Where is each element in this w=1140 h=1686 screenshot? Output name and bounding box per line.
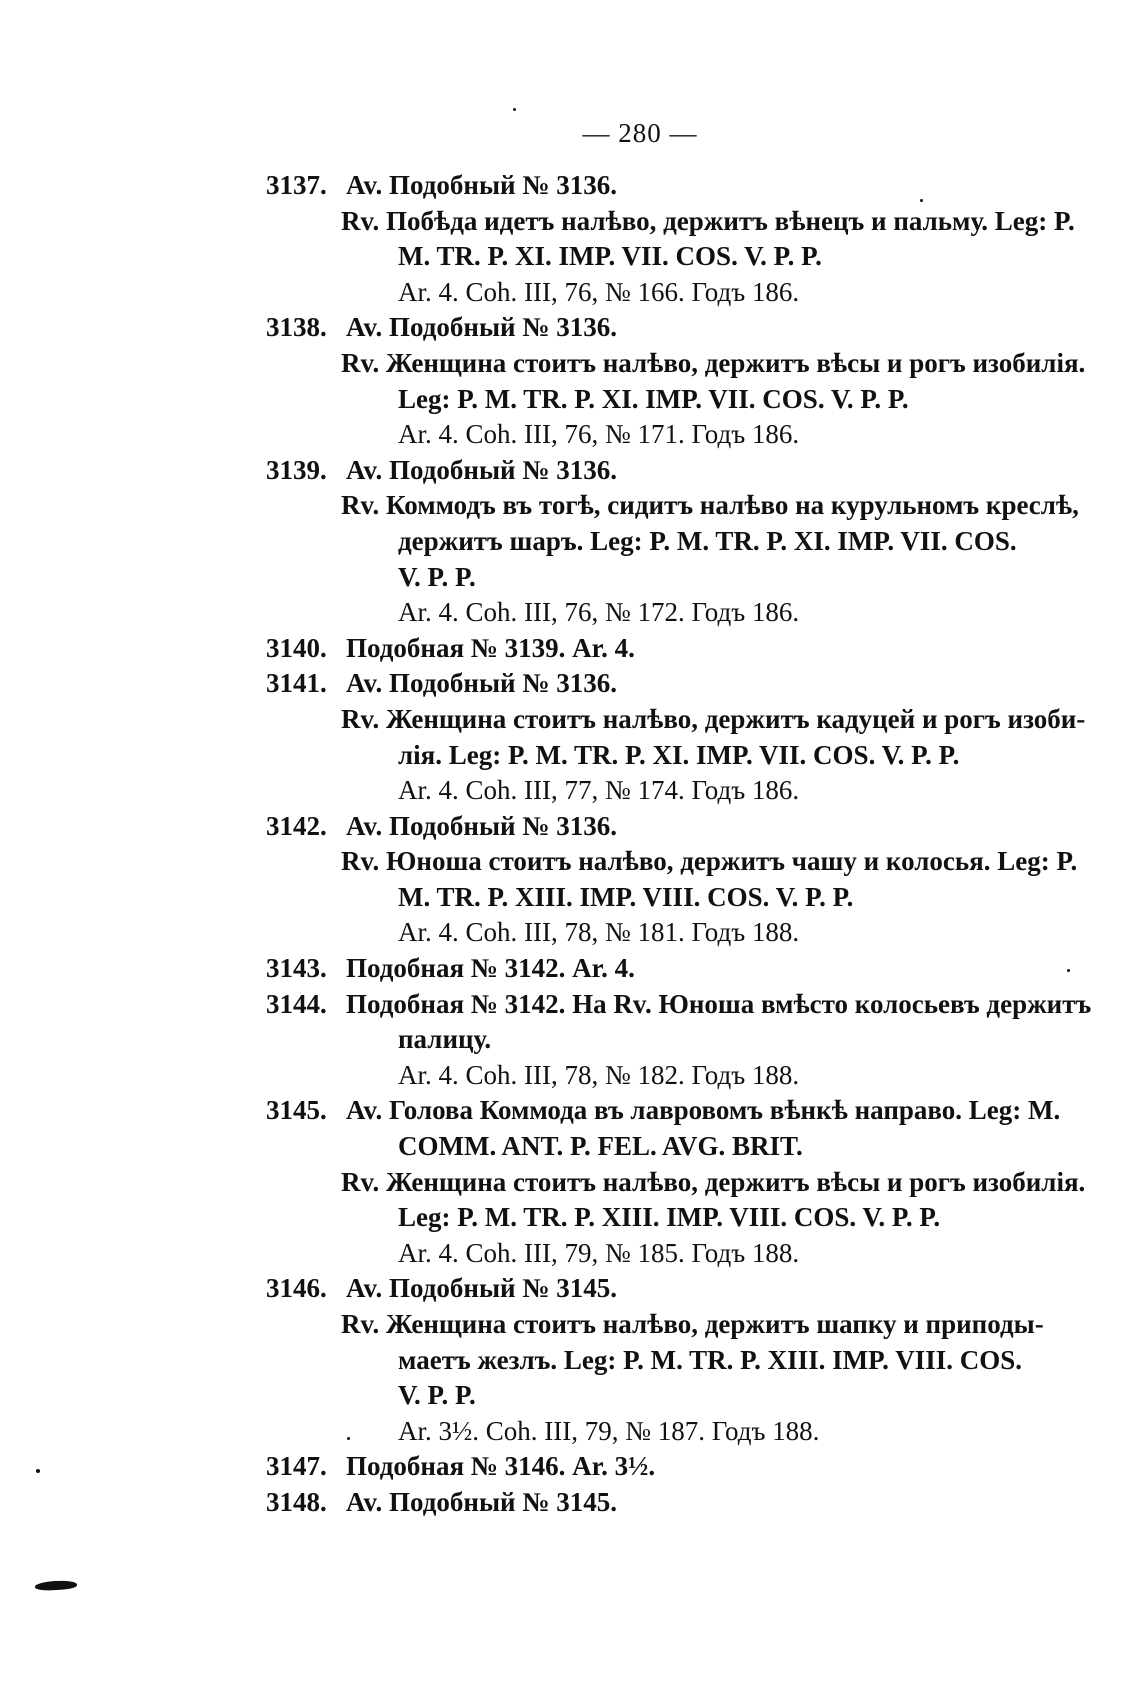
- page-number: — 280 —: [582, 118, 698, 148]
- entry-3138-ar: Ar. 4. Coh. III, 76, № 171. Годъ 186.: [398, 419, 800, 450]
- scan-speck: [36, 1469, 40, 1473]
- entry-3146-rv-cont2: V. P. P.: [398, 1380, 476, 1411]
- entry-3141-rv: Rv. Женщина стоитъ налѣво, держитъ кадуцей и рогъ изоби-: [341, 703, 1086, 734]
- entry-number: 3140.: [266, 632, 327, 663]
- entry-number: 3142.: [266, 810, 327, 841]
- entry-number: 3137.: [266, 170, 327, 200]
- obverse-text: Av. Подобный № 3136.: [346, 810, 617, 841]
- entry-3143: [266, 951, 1086, 987]
- entry-3141-rv-cont: лія. Leg: P. M. TR. P. XI. IMP. VII. COS. V. P. P.: [398, 739, 960, 770]
- entry-3139-ar: Ar. 4. Coh. III, 76, № 172. Годъ 186.: [398, 597, 800, 628]
- entry-3137-ar: Ar. 4. Coh. III, 76, № 166. Годъ 186.: [398, 276, 800, 307]
- entry-3146-av: [266, 1271, 1086, 1307]
- entry-3137-rv: Rv. Побѣда идетъ налѣво, держитъ вѣнецъ и пальму. Leg: P.: [341, 205, 1075, 236]
- entry-3145-rv-cont: Leg: P. M. TR. P. XIII. IMP. VIII. COS. V. P. P.: [398, 1202, 941, 1233]
- scan-speck: [513, 108, 516, 111]
- entry-3141-ar: Ar. 4. Coh. III, 77, № 174. Годъ 186.: [398, 775, 800, 806]
- obverse-text: Av. Голова Коммода въ лавровомъ вѣнкѣ направо. Leg: M.: [346, 1095, 1061, 1126]
- entry-number: 3141.: [266, 668, 327, 699]
- entry-3137-av: [266, 168, 1086, 204]
- entry-3144: [266, 987, 1092, 1023]
- entry-3138-rv: Rv. Женщина стоитъ налѣво, держитъ вѣсы и рогъ изобилія.: [341, 347, 1086, 378]
- entry-number: 3139.: [266, 454, 327, 485]
- obverse-text: Av. Подобный № 3136.: [346, 668, 617, 699]
- entry-3145-ar: Ar. 4. Coh. III, 79, № 185. Годъ 188.: [398, 1237, 800, 1268]
- entry-3138-rv-cont: Leg: P. M. TR. P. XI. IMP. VII. COS. V. P. P.: [398, 383, 909, 414]
- obverse-text: Av. Подобный № 3145.: [346, 1273, 617, 1304]
- catalog-entries: [266, 168, 1092, 1521]
- entry-number: 3148.: [266, 1486, 327, 1517]
- entry-3148-av: [266, 1485, 1086, 1521]
- entry-3145-av: [266, 1093, 1086, 1129]
- scan-speck: [920, 199, 923, 202]
- entry-text: Подобная № 3139. Ar. 4.: [346, 632, 635, 663]
- entry-3145-av-cont: COMM. ANT. P. FEL. AVG. BRIT.: [398, 1131, 803, 1162]
- entry-3144-ar: Ar. 4. Coh. III, 78, № 182. Годъ 188.: [398, 1059, 800, 1090]
- obverse-text: Av. Подобный № 3145.: [346, 1486, 617, 1517]
- entry-number: 3138.: [266, 312, 327, 343]
- entry-3146-ar: Ar. 3½. Coh. III, 79, № 187. Годъ 188.: [398, 1415, 820, 1446]
- entry-3138-av: [266, 310, 1086, 346]
- scan-speck: [1067, 969, 1070, 972]
- entry-3144-cont: палицу.: [398, 1024, 492, 1055]
- entry-number: 3144.: [266, 988, 327, 1019]
- entry-number: 3145.: [266, 1095, 327, 1126]
- entry-3142-rv: Rv. Юноша стоитъ налѣво, держитъ чашу и колосья. Leg: P.: [341, 846, 1078, 877]
- entry-3139-rv-cont: держитъ шаръ. Leg: P. M. TR. P. XI. IMP. VII. COS.: [398, 525, 1017, 556]
- entry-3140: [266, 631, 1086, 667]
- scan-smudge: [35, 1580, 77, 1591]
- entry-3142-av: [266, 809, 1086, 845]
- entry-text: Подобная № 3142. На Rv. Юноша вмѣсто колосьевъ держитъ: [346, 988, 1092, 1019]
- entry-3142-ar: Ar. 4. Coh. III, 78, № 181. Годъ 188.: [398, 917, 800, 948]
- obverse-text: Av. Подобный № 3136.: [346, 454, 617, 485]
- entry-3146-rv-cont: маетъ жезлъ. Leg: P. M. TR. P. XIII. IMP. VIII. COS.: [398, 1344, 1022, 1375]
- entry-number: 3143.: [266, 953, 327, 984]
- obverse-text: Av. Подобный № 3136.: [346, 170, 617, 200]
- entry-number: 3147.: [266, 1451, 327, 1482]
- entry-3141-av: [266, 666, 1086, 702]
- entry-number: 3146.: [266, 1273, 327, 1304]
- entry-3139-av: [266, 453, 1086, 489]
- entry-3137-rv-cont: M. TR. P. XI. IMP. VII. COS. V. P. P.: [398, 241, 822, 272]
- entry-3142-rv-cont: M. TR. P. XIII. IMP. VIII. COS. V. P. P.: [398, 881, 854, 912]
- entry-3146-rv: Rv. Женщина стоитъ налѣво, держитъ шапку и приподы-: [341, 1309, 1044, 1339]
- obverse-text: Av. Подобный № 3136.: [346, 312, 617, 343]
- scan-speck: [347, 1437, 350, 1440]
- entry-3139-rv: Rv. Коммодъ въ тогѣ, сидитъ налѣво на курульномъ креслѣ,: [341, 490, 1079, 521]
- entry-text: Подобная № 3142. Ar. 4.: [346, 953, 635, 984]
- entry-3139-rv-cont2: V. P. P.: [398, 561, 476, 592]
- entry-text: Подобная № 3146. Ar. 3½.: [346, 1451, 656, 1482]
- entry-3147: [266, 1449, 1086, 1485]
- entry-3145-rv: Rv. Женщина стоитъ налѣво, держитъ вѣсы и рогъ изобилія.: [341, 1166, 1086, 1197]
